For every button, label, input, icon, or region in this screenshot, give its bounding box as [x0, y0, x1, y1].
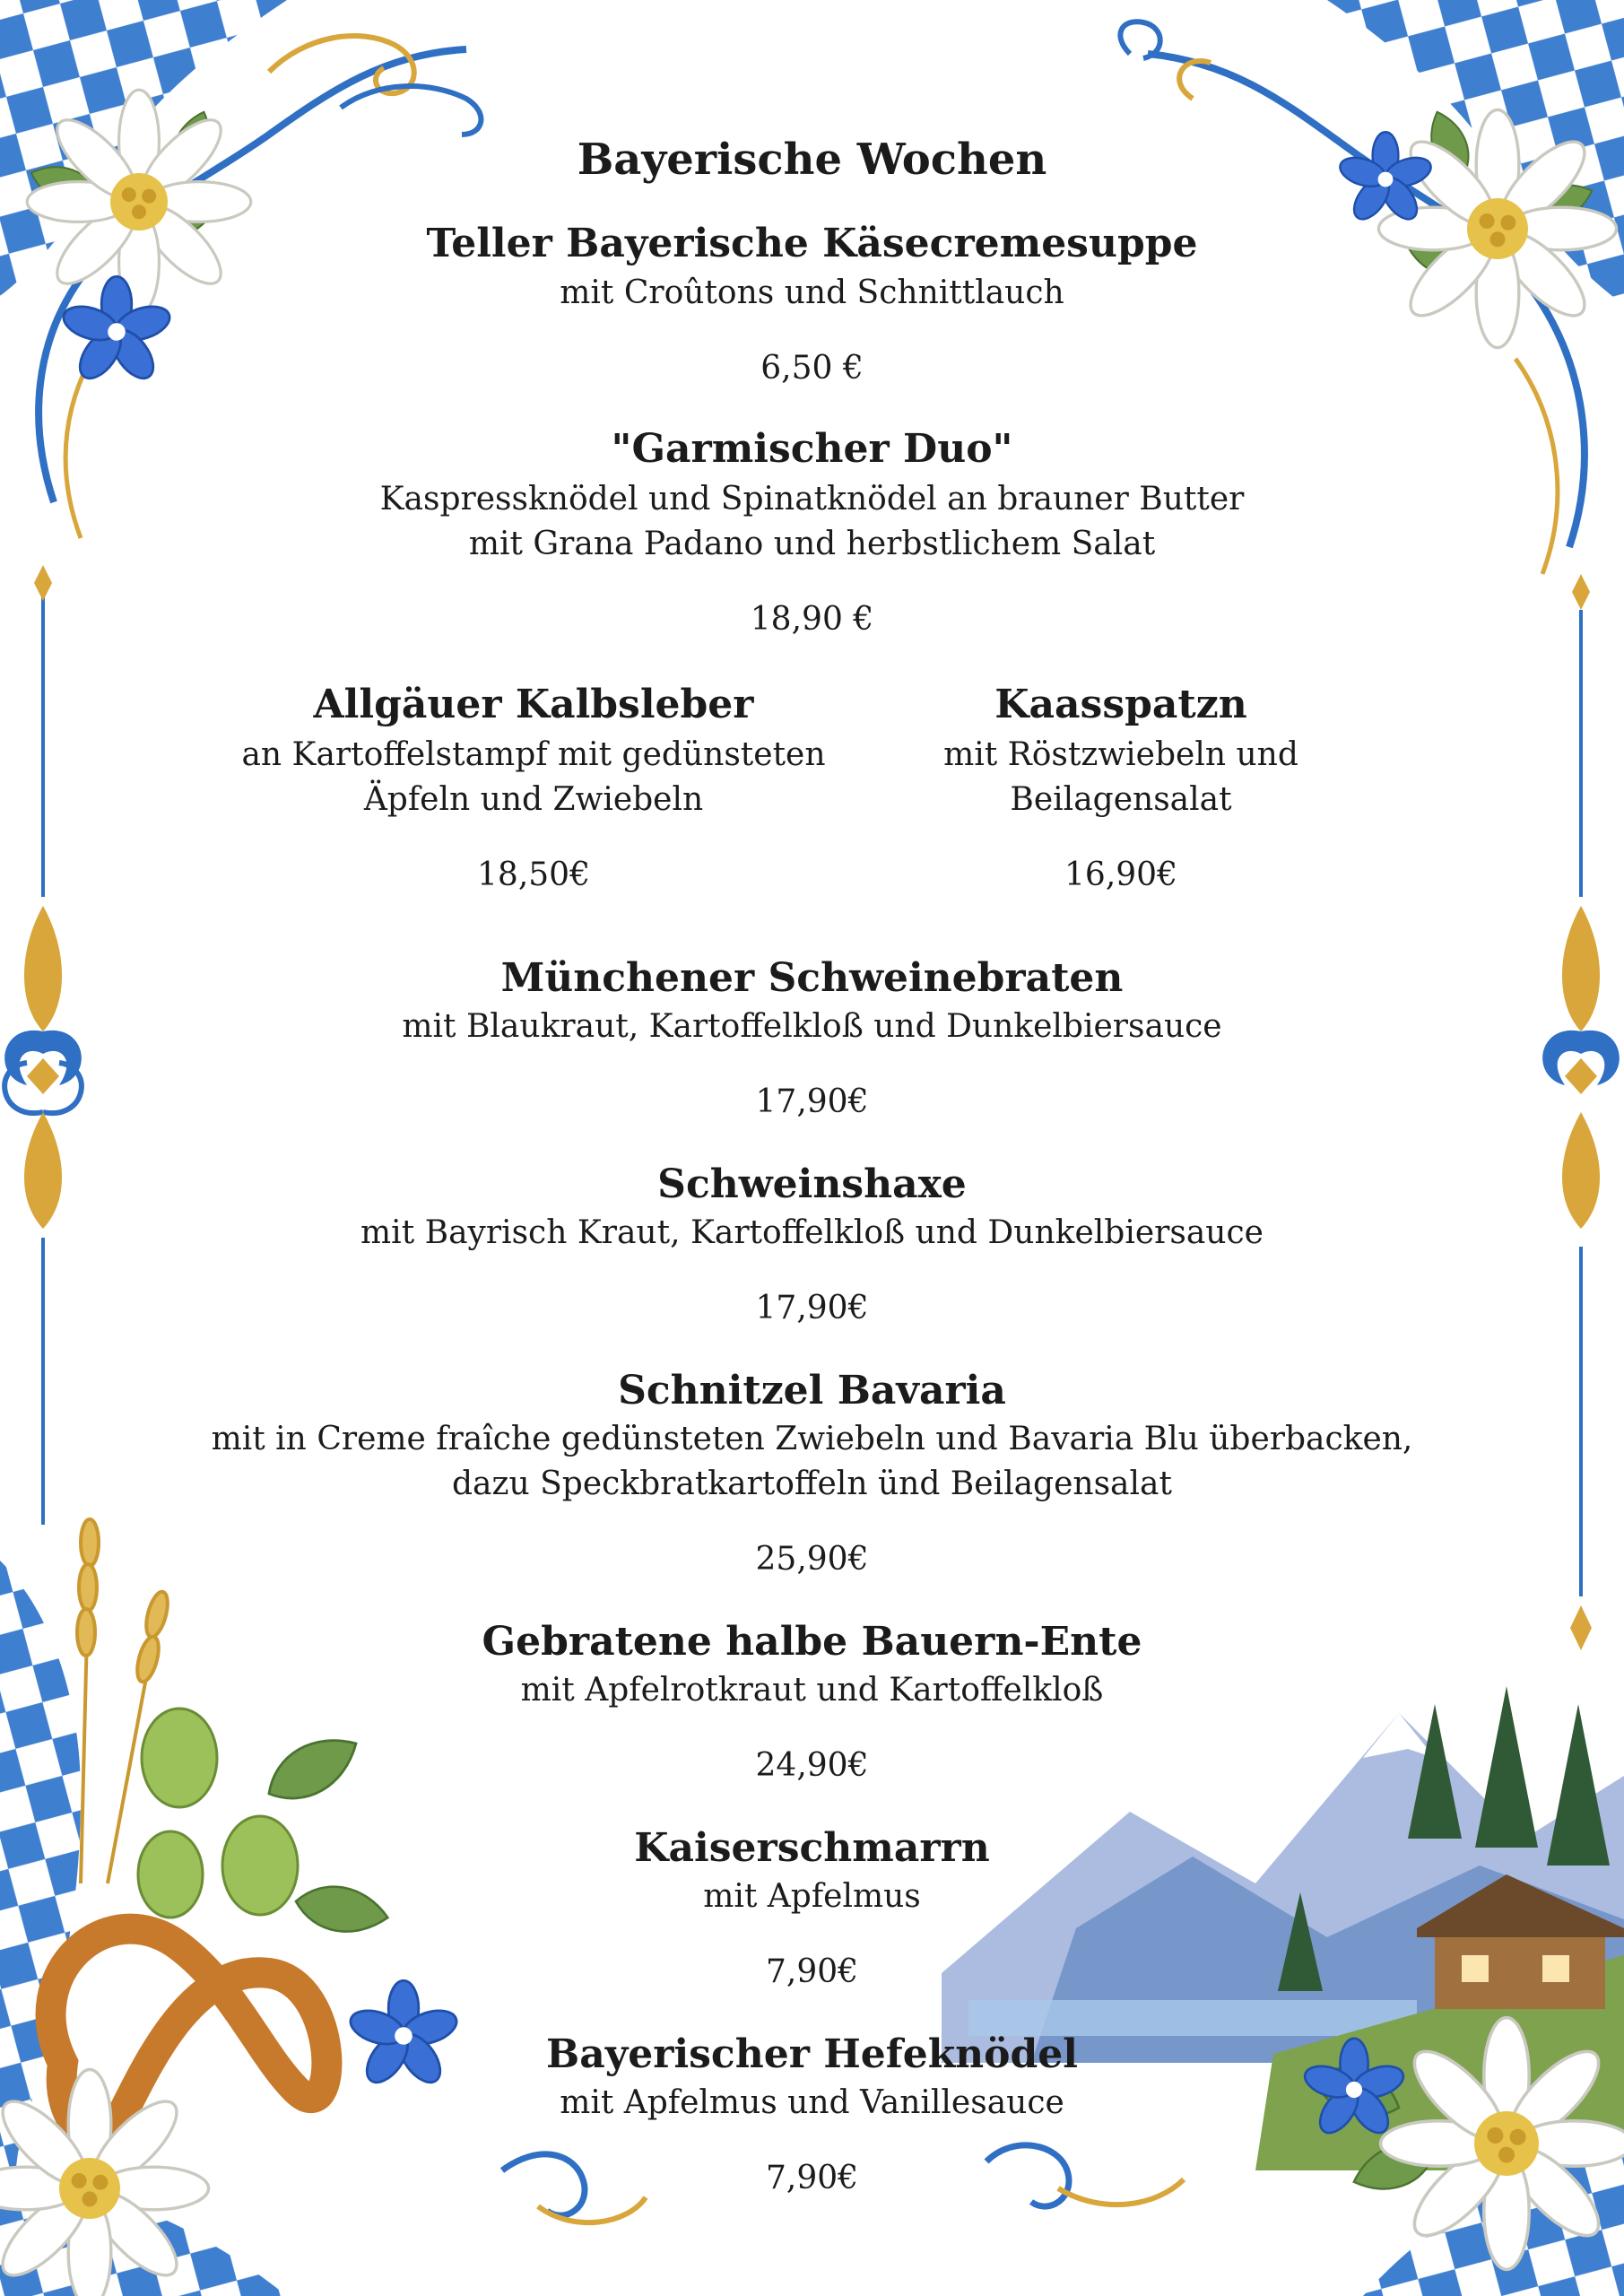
- dish-price: 6,50 €: [760, 350, 864, 387]
- dish-description: mit Apfelrotkraut und Kartoffelkloß: [520, 1672, 1104, 1709]
- dish-description: mit Bayrisch Kraut, Kartoffelkloß und Dunkelbiersauce: [360, 1214, 1264, 1251]
- dish-description: an Kartoffelstampf mit gedünsteten: [241, 736, 826, 773]
- dish-name: Gebratene halbe Bauern-Ente: [482, 1619, 1142, 1665]
- menu-title: Bayerische Wochen: [577, 135, 1047, 185]
- dish-price: 25,90€: [755, 1541, 869, 1578]
- dish-name: Schnitzel Bavaria: [618, 1368, 1006, 1413]
- dish-description: mit Grana Padano und herbstlichem Salat: [468, 526, 1156, 562]
- dish-name: Teller Bayerische Käsecremesuppe: [426, 221, 1198, 266]
- dish-description: mit Röstzwiebeln und: [943, 736, 1298, 773]
- dish-description: Äpfeln und Zwiebeln: [363, 781, 704, 818]
- dish-name: Schweinshaxe: [657, 1161, 967, 1207]
- dish-description: mit Apfelmus: [703, 1878, 921, 1915]
- dish-description: mit Croûtons und Schnittlauch: [560, 274, 1064, 311]
- dish-price: 16,90€: [1064, 857, 1177, 893]
- dish-name: Bayerischer Hefeknödel: [546, 2031, 1078, 2077]
- dish-description: mit in Creme fraîche gedünsteten Zwiebeln und Bavaria Blu überbacken,: [211, 1421, 1413, 1457]
- dish-name: Münchener Schweinebraten: [500, 955, 1124, 1001]
- dish-price: 7,90€: [765, 1953, 859, 1990]
- dish-description: dazu Speckbratkartoffeln ünd Beilagensalat: [452, 1465, 1172, 1502]
- dish-price: 18,90 €: [750, 601, 874, 638]
- dish-price: 24,90€: [755, 1747, 869, 1784]
- dish-name: Kaasspatzn: [994, 682, 1247, 727]
- dish-name: "Garmischer Duo": [611, 426, 1013, 472]
- dish-price: 17,90€: [755, 1290, 869, 1326]
- dish-price: 18,50€: [477, 857, 590, 893]
- dish-description: mit Apfelmus und Vanillesauce: [560, 2084, 1064, 2121]
- dish-price: 17,90€: [755, 1083, 869, 1120]
- dish-name: Allgäuer Kalbsleber: [313, 682, 754, 727]
- dish-description: Kaspressknödel und Spinatknödel an brauner Butter: [379, 481, 1245, 517]
- dish-name: Kaiserschmarrn: [634, 1825, 990, 1871]
- dish-price: 7,90€: [765, 2160, 859, 2196]
- dish-description: mit Blaukraut, Kartoffelkloß und Dunkelbiersauce: [402, 1008, 1222, 1045]
- dish-description: Beilagensalat: [1010, 781, 1232, 818]
